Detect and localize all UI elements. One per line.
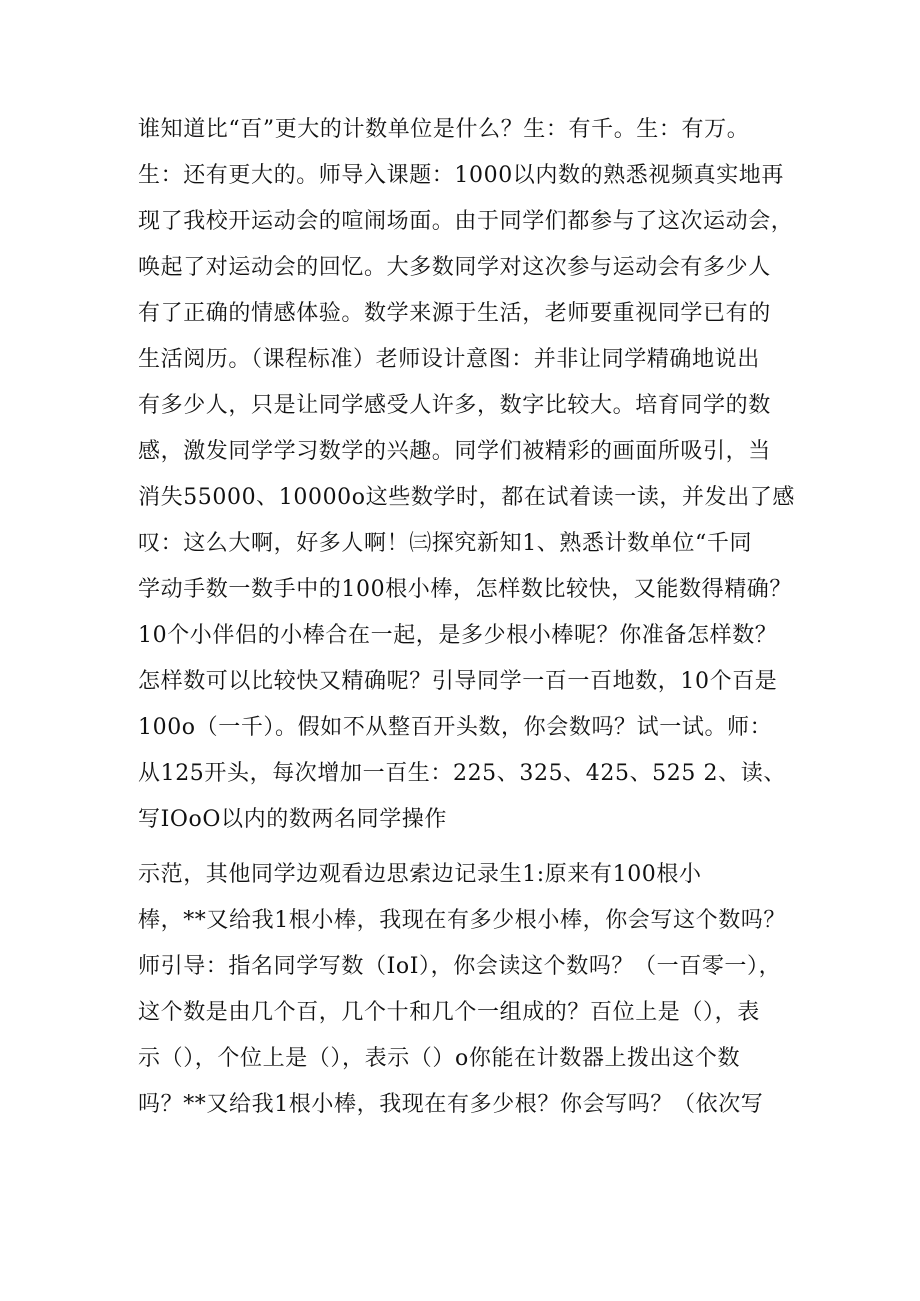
text-line: 示（），个位上是（），表示（）o你能在计数器上拨出这个数 (138, 1046, 741, 1071)
text-line: 有了正确的情感体验。数学来源于生活，老师要重视同学已有的 (138, 301, 771, 326)
text-line: 吗？**又给我1根小棒，我现在有多少根？你会写吗？（依次写 (138, 1092, 764, 1117)
text-line: 谁知道比“百”更大的计数单位是什么？生：有千。生：有万。 (138, 117, 750, 142)
text-line: 有多少人，只是让同学感受人许多，数字比较大。培育同学的数 (138, 393, 771, 418)
text-line: 这个数是由几个百，几个十和几个一组成的？百位上是（），表 (138, 1000, 760, 1025)
text-line: 生活阅历。（课程标准）老师设计意图：并非让同学精确地说出 (138, 347, 760, 372)
text-line: 现了我校开运动会的喧闹场面。由于同学们都参与了这次运动会， (138, 209, 794, 234)
text-line: 从125开头，每次增加一百生：225、325、425、525 2、读、 (138, 761, 786, 786)
text-line: 学动手数一数手中的100根小棒，怎样数比较快，又能数得精确？ (138, 577, 792, 602)
text-line: 师引导：指名同学写数（IoI），你会读这个数吗？（一百零一）， (138, 954, 782, 979)
text-line: 怎样数可以比较快又精确呢？引导同学一百一百地数，10个百是 (138, 669, 778, 694)
text-line: 棒，**又给我1根小棒，我现在有多少根小棒，你会写这个数吗？ (138, 908, 786, 933)
text-line: 消失55000、10000o这些数学时，都在试着读一读，并发出了感 (138, 485, 796, 510)
text-line: 写IOoO以内的数两名同学操作 (138, 807, 448, 832)
text-line: 感，激发同学学习数学的兴趣。同学们被精彩的画面所吸引，当 (138, 439, 771, 464)
text-line: 生：还有更大的。师导入课题：1000以内数的熟悉视频真实地再 (138, 163, 784, 188)
text-line: 叹：这么大啊，好多人啊！㈢探究新知1、熟悉计数单位“千同 (138, 531, 753, 556)
text-line: 100o（一千）。假如不从整百开头数，你会数吗？试一试。师： (138, 715, 773, 740)
text-line: 唤起了对运动会的回忆。大多数同学对这次参与运动会有多少人 (138, 255, 771, 280)
text-line: 10个小伴侣的小棒合在一起，是多少根小棒呢？你准备怎样数？ (138, 623, 778, 648)
text-line: 示范，其他同学边观看边思索边记录生1:原来有100根小 (138, 862, 702, 887)
